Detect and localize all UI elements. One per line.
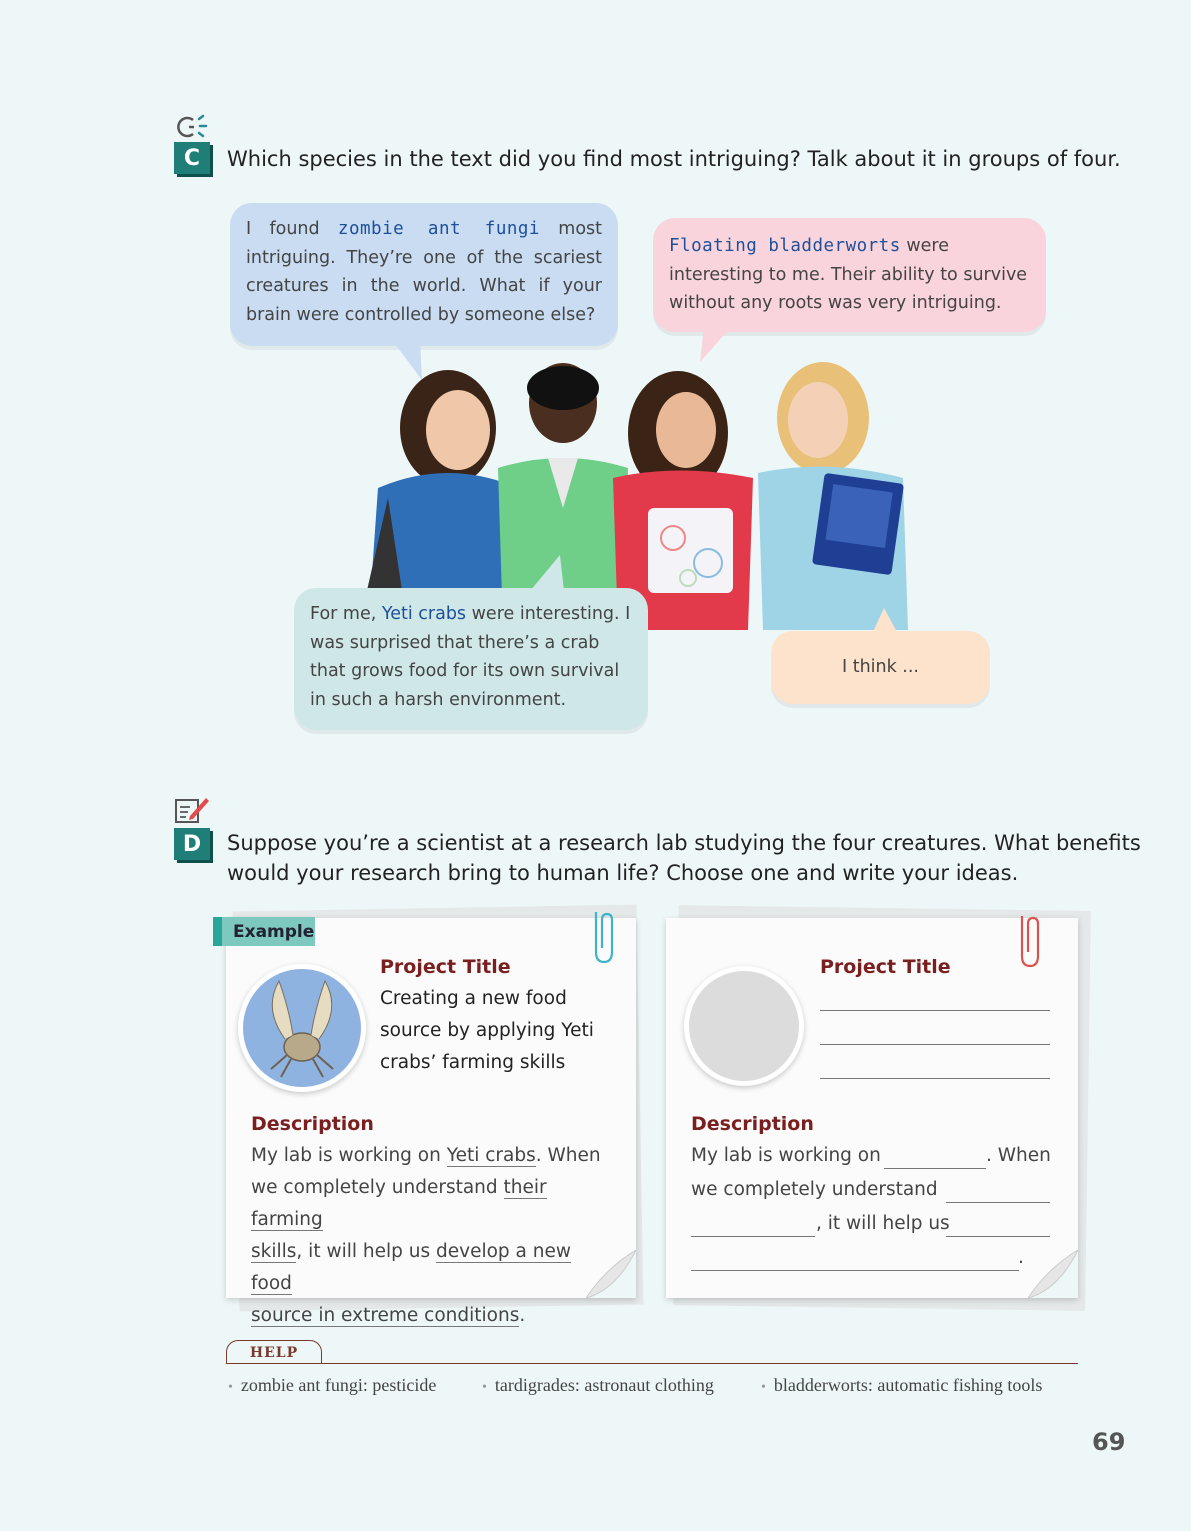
highlight-species: Floating bladderworts (669, 236, 901, 256)
bubble-text: For me, (310, 604, 382, 624)
example-description (251, 1140, 611, 1332)
speaking-icon (175, 114, 209, 140)
highlight-species: Yeti crabs (381, 604, 467, 624)
bubble-text: were interesting. I was surprised that there’s a crab that grows food for its own survival in such a harsh environment. (310, 604, 631, 710)
help-item: • zombie ant fungi: pesticide (228, 1375, 436, 1396)
blank-desc-text: we completely understand (691, 1179, 938, 1200)
image-placeholder (684, 966, 804, 1086)
description-line: skills, it will help us develop a new food (251, 1241, 572, 1294)
understanding-blank[interactable] (946, 1202, 1050, 1203)
benefit-blank[interactable] (946, 1236, 1050, 1237)
speech-bubble-i-think (771, 631, 990, 704)
yeti-crab-image (238, 964, 366, 1092)
help-label: HELP (249, 1344, 299, 1361)
speech-bubble-floating-bladderworts (653, 218, 1046, 332)
bubble-tail (872, 608, 902, 634)
project-title-blank[interactable] (820, 1078, 1050, 1079)
paperclip-icon (590, 908, 616, 966)
speech-bubble-yeti-crabs (294, 588, 648, 730)
creature-blank[interactable] (884, 1168, 986, 1169)
help-item: • bladderworts: automatic fishing tools (761, 1375, 1042, 1396)
page-number: 69 (1092, 1428, 1126, 1456)
example-description-label: Description (251, 1113, 374, 1135)
blank-description-label: Description (691, 1113, 814, 1135)
writing-icon (174, 794, 210, 824)
page-curl (1028, 1250, 1080, 1300)
example-project-title-line3: crabs’ farming skills (380, 1052, 566, 1073)
project-title-blank[interactable] (820, 1010, 1050, 1011)
help-item: • tardigrades: astronaut clothing (482, 1375, 714, 1396)
section-c-question: Which species in the text did you find most intriguing? Talk about it in groups of four. (227, 147, 1121, 171)
help-tab (226, 1340, 322, 1364)
section-d-question-line1: Suppose you’re a scientist at a research lab studying the four creatures. What benefits (227, 831, 1141, 855)
bubble-text: most intriguing. They’re one of the scariest creatures in the world. What if your brain were controlled by someone else? (246, 219, 602, 325)
bubble-text: I think ... (841, 657, 919, 678)
section-d-marker: D (174, 828, 210, 860)
understanding-blank-2[interactable] (691, 1236, 815, 1237)
example-tag (213, 917, 315, 946)
blank-desc-text: . When (986, 1145, 1051, 1166)
example-project-title-label: Project Title (380, 956, 511, 978)
blank-desc-text: , it will help us (816, 1213, 950, 1234)
highlight-species: zombie ant fungi (337, 219, 540, 239)
blank-desc-text: . (1018, 1247, 1024, 1268)
speech-bubble-zombie-ant-fungi (230, 203, 618, 346)
section-d-question-line2: would your research bring to human life? Choose one and write your ideas. (227, 861, 1019, 885)
bubble-tail (520, 555, 570, 591)
description-line: we completely understand their farming (251, 1177, 547, 1230)
bubble-text: were interesting to me. Their ability to survive without any roots was very intriguing. (669, 236, 1028, 313)
project-title-blank[interactable] (820, 1044, 1050, 1045)
benefit-blank-2[interactable] (691, 1270, 1019, 1271)
yeti-crab-icon (243, 969, 361, 1087)
description-line: source in extreme conditions. (251, 1305, 526, 1326)
blank-desc-text: My lab is working on (691, 1145, 881, 1166)
example-tag-label: Example (233, 921, 315, 942)
bubble-text: I found (246, 219, 338, 239)
description-line: My lab is working on Yeti crabs. When (251, 1145, 601, 1166)
example-project-title-line2: source by applying Yeti (380, 1020, 594, 1041)
paperclip-icon (1016, 912, 1042, 970)
section-c-marker: C (174, 142, 210, 174)
blank-project-title-label: Project Title (820, 956, 951, 978)
example-project-title-line1: Creating a new food (380, 988, 567, 1009)
help-divider (226, 1363, 1078, 1364)
